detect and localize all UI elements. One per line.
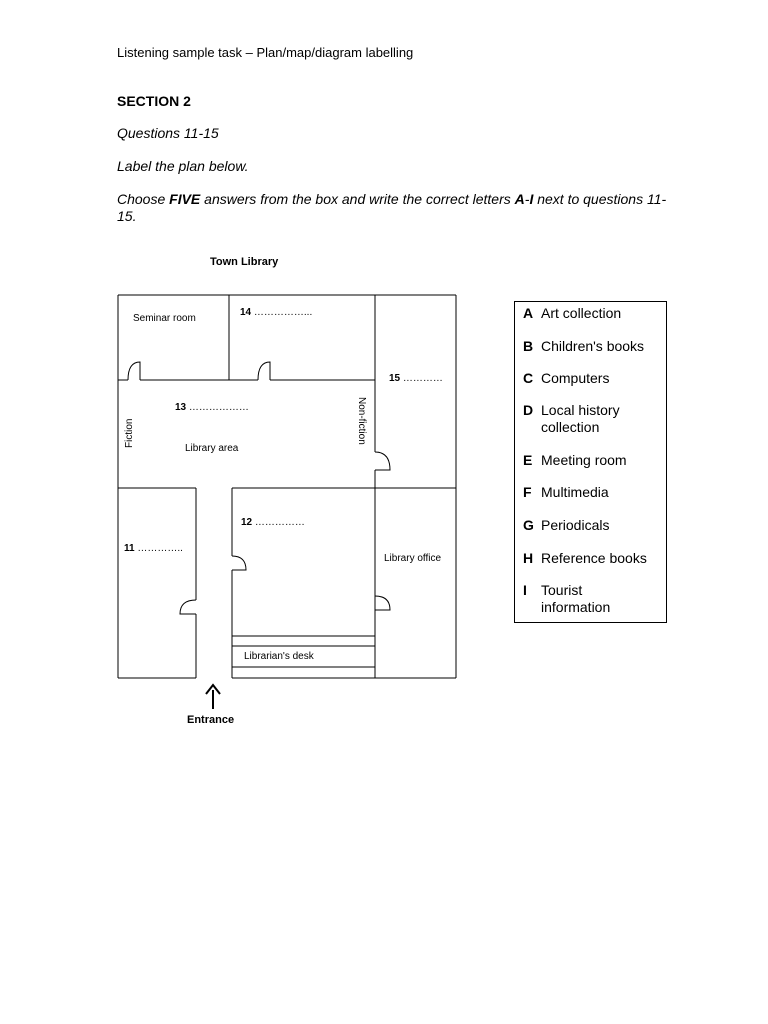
label-q14: 14 ……………...: [240, 307, 313, 318]
label-q15: 15 …………: [389, 373, 443, 384]
label-library-area: Library area: [185, 443, 239, 454]
option-c: C Computers: [523, 370, 610, 386]
option-f: F Multimedia: [523, 484, 609, 500]
label-q13: 13 ………………: [175, 402, 249, 413]
option-a: A Art collection: [523, 305, 622, 321]
door-14: [258, 362, 270, 380]
door-office: [375, 596, 390, 610]
option-e: E Meeting room: [523, 452, 627, 468]
entrance-label: Entrance: [187, 714, 235, 726]
label-fiction: Fiction: [124, 418, 135, 448]
label-q12: 12 ……………: [241, 517, 305, 528]
label-librarians-desk: Librarian's desk: [244, 651, 314, 662]
door-12: [232, 556, 246, 570]
door-seminar: [128, 362, 140, 380]
label-seminar-room: Seminar room: [133, 313, 196, 324]
option-h: H Reference books: [523, 550, 647, 566]
door-15: [375, 452, 390, 470]
label-instruction: Label the plan below.: [117, 158, 249, 174]
label-non-fiction: Non-fiction: [356, 397, 367, 445]
option-g: G Periodicals: [523, 517, 610, 533]
label-q11: 11 …………..: [124, 543, 183, 554]
label-library-office: Library office: [384, 553, 442, 564]
option-i: I Tourist information: [523, 582, 611, 615]
plan-walls: [118, 295, 456, 678]
answer-options-box: [514, 301, 667, 623]
questions-range: Questions 11-15: [117, 125, 219, 141]
option-b: B Children's books: [523, 338, 645, 354]
choose-instruction: Choose FIVE answers from the box and write the correct letters A-I next to questions 11-15.: [117, 191, 667, 224]
entrance-arrow-icon: [206, 685, 220, 709]
page-header: Listening sample task – Plan/map/diagram labelling: [117, 45, 414, 60]
door-11: [180, 600, 196, 614]
section-heading: SECTION 2: [117, 93, 191, 109]
plan-title: Town Library: [210, 256, 279, 268]
option-d: D Local history collection: [523, 402, 620, 435]
